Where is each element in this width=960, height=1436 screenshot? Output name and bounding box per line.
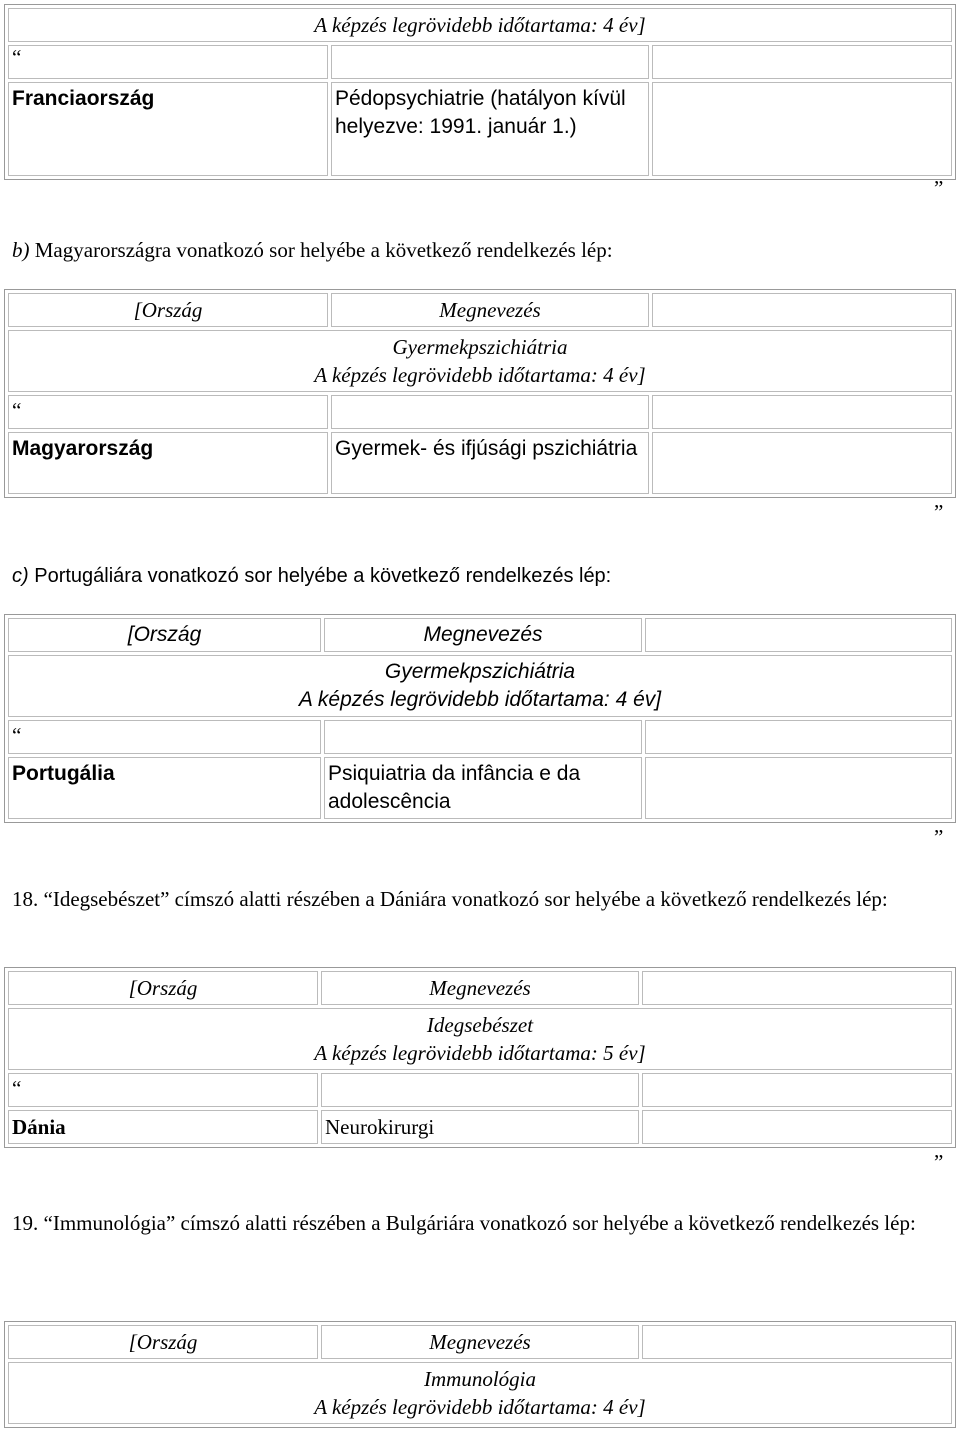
close-quote: ”	[934, 500, 944, 524]
header-country: [Ország	[8, 618, 321, 652]
close-quote: ”	[934, 176, 944, 200]
open-quote: “	[12, 398, 22, 422]
paragraph-text: Magyarországra vonatkozó sor helyébe a következő rendelkezés lép:	[29, 238, 613, 262]
header-name: Megnevezés	[331, 293, 649, 327]
header-country: [Ország	[8, 971, 318, 1005]
empty-cell	[645, 720, 952, 754]
country-cell: Franciaország	[8, 82, 328, 176]
country-cell: Dánia	[8, 1110, 318, 1144]
header-name: Megnevezés	[324, 618, 642, 652]
specialty-cell	[8, 1362, 952, 1424]
close-quote: ”	[934, 1150, 944, 1174]
header-country: [Ország	[8, 1325, 318, 1359]
close-quote: ”	[934, 825, 944, 849]
empty-cell	[652, 432, 952, 494]
empty-cell	[331, 45, 649, 79]
empty-cell	[8, 720, 321, 754]
empty-cell	[8, 395, 328, 429]
min-duration-text: A képzés legrövidebb időtartama: 4 év]	[314, 363, 646, 387]
paragraph-19: 19. “Immunológia” címszó alatti részében a Bulgáriára vonatkozó sor helyébe a következő rendelkezés lép:	[12, 1211, 916, 1235]
specialty-cell	[8, 1008, 952, 1070]
open-quote: “	[12, 723, 22, 747]
empty-cell	[8, 1073, 318, 1107]
open-quote: “	[12, 1076, 22, 1100]
paragraph-letter: b)	[12, 238, 30, 262]
paragraph-b	[12, 236, 942, 265]
min-duration-text: A képzés legrövidebb időtartama: 4 év]	[314, 1395, 646, 1419]
header-name: Megnevezés	[321, 1325, 639, 1359]
empty-cell	[8, 45, 328, 79]
min-duration-text: A képzés legrövidebb időtartama: 4 év]	[8, 8, 952, 42]
paragraph-c	[12, 562, 942, 591]
paragraph-letter: c)	[12, 565, 29, 587]
empty-cell	[642, 1110, 952, 1144]
empty-cell	[321, 1073, 639, 1107]
specialty-title: Gyermekpszichiátria	[384, 660, 576, 683]
country-cell: Portugália	[8, 757, 321, 819]
empty-cell	[642, 971, 952, 1005]
table-hungary	[4, 289, 956, 498]
empty-cell	[652, 45, 952, 79]
specialty-title: Idegsebészet	[426, 1013, 534, 1037]
country-cell: Magyarország	[8, 432, 328, 494]
specialty-title: Gyermekpszichiátria	[392, 335, 568, 359]
table-bulgaria	[4, 1321, 956, 1428]
header-name: Megnevezés	[321, 971, 639, 1005]
name-cell: Psiquiatria da infância e da adolescência	[324, 757, 642, 819]
table-portugal	[4, 614, 956, 823]
paragraph-18: 18. “Idegsebészet” címszó alatti részében a Dániára vonatkozó sor helyébe a következő rendelkezés lép:	[12, 887, 888, 911]
table-denmark	[4, 967, 956, 1148]
table-france	[4, 4, 956, 180]
empty-cell	[642, 1325, 952, 1359]
specialty-title: Immunológia	[424, 1367, 536, 1391]
min-duration-text: A képzés legrövidebb időtartama: 5 év]	[314, 1041, 646, 1065]
specialty-cell	[8, 330, 952, 392]
name-cell: Pédopsychiatrie (hatályon kívül helyezve: 1991. január 1.)	[331, 82, 649, 176]
empty-cell	[645, 618, 952, 652]
empty-cell	[331, 395, 649, 429]
min-duration-text: A képzés legrövidebb időtartama: 4 év]	[298, 688, 662, 711]
paragraph-text: Portugáliára vonatkozó sor helyébe a következő rendelkezés lép:	[28, 565, 612, 587]
name-cell: Gyermek- és ifjúsági pszichiátria	[331, 432, 649, 494]
open-quote: “	[12, 45, 22, 69]
empty-cell	[652, 82, 952, 176]
empty-cell	[652, 293, 952, 327]
empty-cell	[642, 1073, 952, 1107]
header-country: [Ország	[8, 293, 328, 327]
name-cell: Neurokirurgi	[321, 1110, 639, 1144]
empty-cell	[652, 395, 952, 429]
specialty-cell	[8, 655, 952, 717]
empty-cell	[645, 757, 952, 819]
empty-cell	[324, 720, 642, 754]
